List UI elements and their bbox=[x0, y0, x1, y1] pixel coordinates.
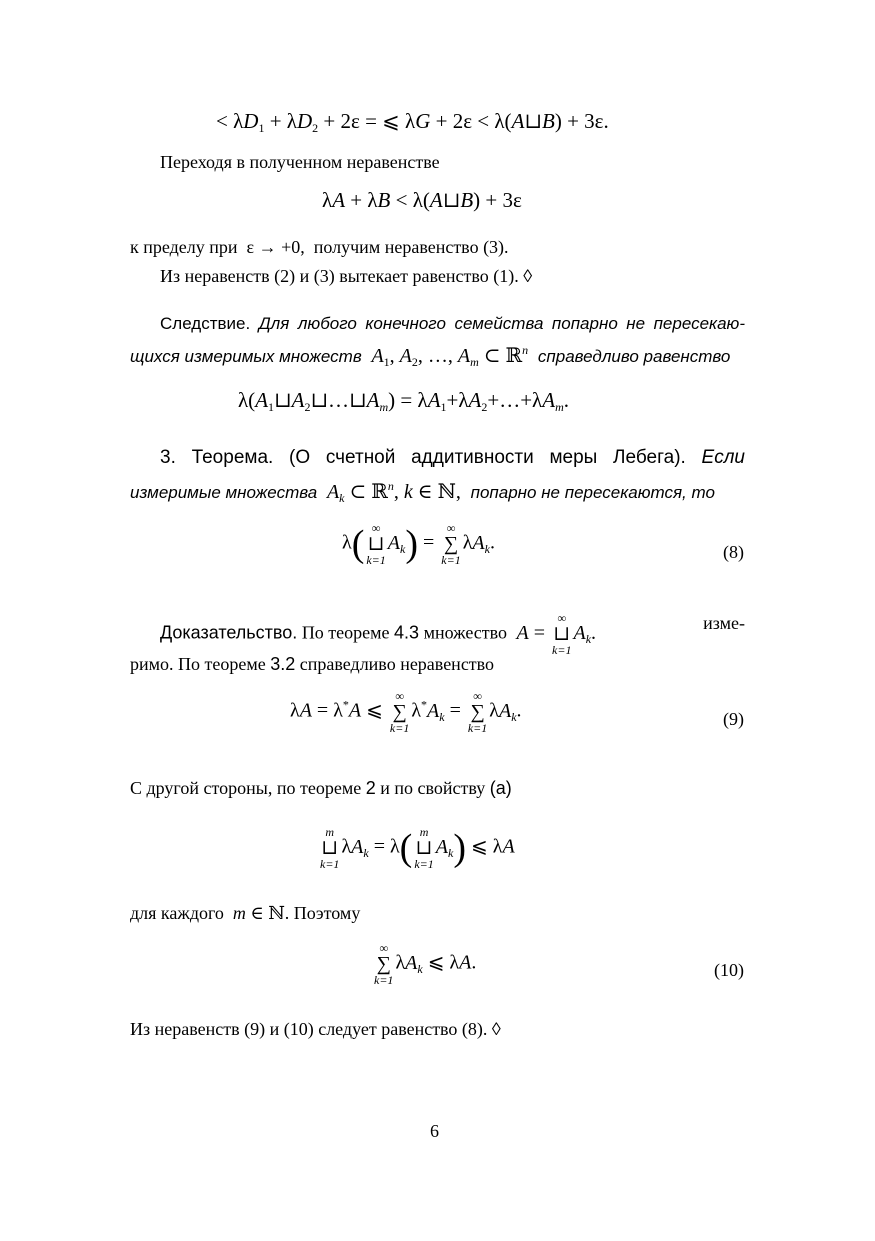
corollary-text-2a: щихся измеримых множеств bbox=[130, 347, 362, 366]
eq-number-8: (8) bbox=[723, 542, 744, 562]
eq-number-10: (10) bbox=[714, 960, 744, 980]
other-text-a: С другой стороны, по теореме bbox=[130, 778, 362, 798]
proof-text-1a: По теореме bbox=[301, 622, 390, 643]
corollary-sets: $A_1$, $A_2$, …, $A_m$ ⊂ ℝ$^n$ bbox=[371, 343, 529, 369]
formula-finite-union: m ⊔ k=1 $\lambda A_k = \lambda$( m ⊔ k=1 $A_k$) ⩽ λA bbox=[320, 825, 515, 871]
formula-eq9: λA = λ*A ⩽ ∞ ∑ k=1 $\lambda^*A_k$ = ∞ ∑ k=1 $\lambda A_k$. bbox=[290, 689, 522, 735]
theorem-line-2 bbox=[130, 479, 715, 507]
proof-text-1c: изме- bbox=[703, 613, 745, 633]
formula-line-1: < $\lambda D_1 + \lambda D_2 + 2\varepsilon$ = ⩽ λG + 2ε < λ(A⊔B) + 3ε. bbox=[216, 109, 609, 135]
proof-ref-1: 4.3 bbox=[394, 622, 420, 643]
limit-line bbox=[130, 236, 509, 259]
paragraph-final: Из неравенств (9) и (10) следует равенство (8). ◊ bbox=[130, 1019, 501, 1039]
paragraph-passing: Переходя в полученном неравенстве bbox=[160, 152, 440, 172]
theorem-text-2a: измеримые множества bbox=[130, 483, 318, 502]
proof-text-2a: римо. По теореме bbox=[130, 654, 266, 674]
other-ref: 2 bbox=[365, 778, 376, 798]
theorem-label: 3. Теорема. bbox=[160, 447, 274, 468]
each-formula: m ∈ ℕ bbox=[232, 903, 285, 923]
limit-text-b: получим неравенство (3). bbox=[313, 237, 509, 257]
formula-inequality: λA + λB < λ(A⊔B) + 3ε bbox=[322, 188, 522, 212]
proof-text-1b: множество bbox=[423, 622, 508, 643]
theorem-line-1 bbox=[160, 446, 745, 471]
each-text-a: для каждого bbox=[130, 903, 224, 923]
corollary-label: Следствие. bbox=[160, 314, 251, 333]
other-prop: (a) bbox=[489, 778, 512, 798]
other-text-b: и по свойству bbox=[380, 778, 486, 798]
theorem-text-2b: попарно не пересекаются, bbox=[470, 483, 687, 502]
formula-eq8: λ( ∞ ⊔ k=1 $A_k$) = ∞ ∑ k=1 $\lambda A_k$. bbox=[342, 521, 495, 567]
limit-text-a: к пределу при bbox=[130, 237, 238, 257]
proof-set-formula: A = ∞ ⊔ k=1 $A_k$. bbox=[516, 611, 602, 657]
proof-text-2b: справедливо неравенство bbox=[299, 654, 495, 674]
proof-line-2 bbox=[130, 653, 494, 676]
formula-line-1-tail: + 3ε. bbox=[567, 109, 609, 133]
corollary-text-2b: справедливо равенство bbox=[537, 347, 731, 366]
formula-finite-additivity: $\lambda(A_1⊔A_2⊔\dots⊔A_m)$ = $\lambda A_1+\lambda A_2+\dots+\lambda A_m$. bbox=[238, 388, 569, 414]
each-m-line bbox=[130, 902, 360, 925]
theorem-text-1: Если bbox=[701, 447, 745, 468]
formula-eq10: ∞ ∑ k=1 $\lambda A_k$ ⩽ λA. bbox=[374, 941, 477, 987]
corollary-text-1: Для любого конечного семейства попарно не пересекаю- bbox=[258, 314, 745, 333]
theorem-title: (О счетной аддитивности меры Лебега). bbox=[289, 447, 686, 468]
each-text-b: . Поэтому bbox=[284, 903, 361, 923]
paragraph-conclusion-1: Из неравенств (2) и (3) вытекает равенство (1). ◊ bbox=[160, 266, 533, 286]
proof-label: Доказательство. bbox=[160, 622, 298, 643]
proof-line-1 bbox=[160, 612, 745, 656]
corollary-line-2 bbox=[130, 343, 730, 371]
theorem-sets: $A_k$ ⊂ ℝ$^n$, k ∈ ℕ, bbox=[326, 479, 466, 505]
proof-ref-2: 3.2 bbox=[270, 654, 296, 674]
eq-number-9: (9) bbox=[723, 709, 744, 729]
limit-formula: ε → +0, bbox=[242, 237, 310, 257]
other-side-line bbox=[130, 777, 512, 800]
corollary-line-1 bbox=[160, 313, 745, 335]
theorem-text-2c: то bbox=[691, 483, 715, 502]
page-number: 6 bbox=[430, 1121, 439, 1141]
